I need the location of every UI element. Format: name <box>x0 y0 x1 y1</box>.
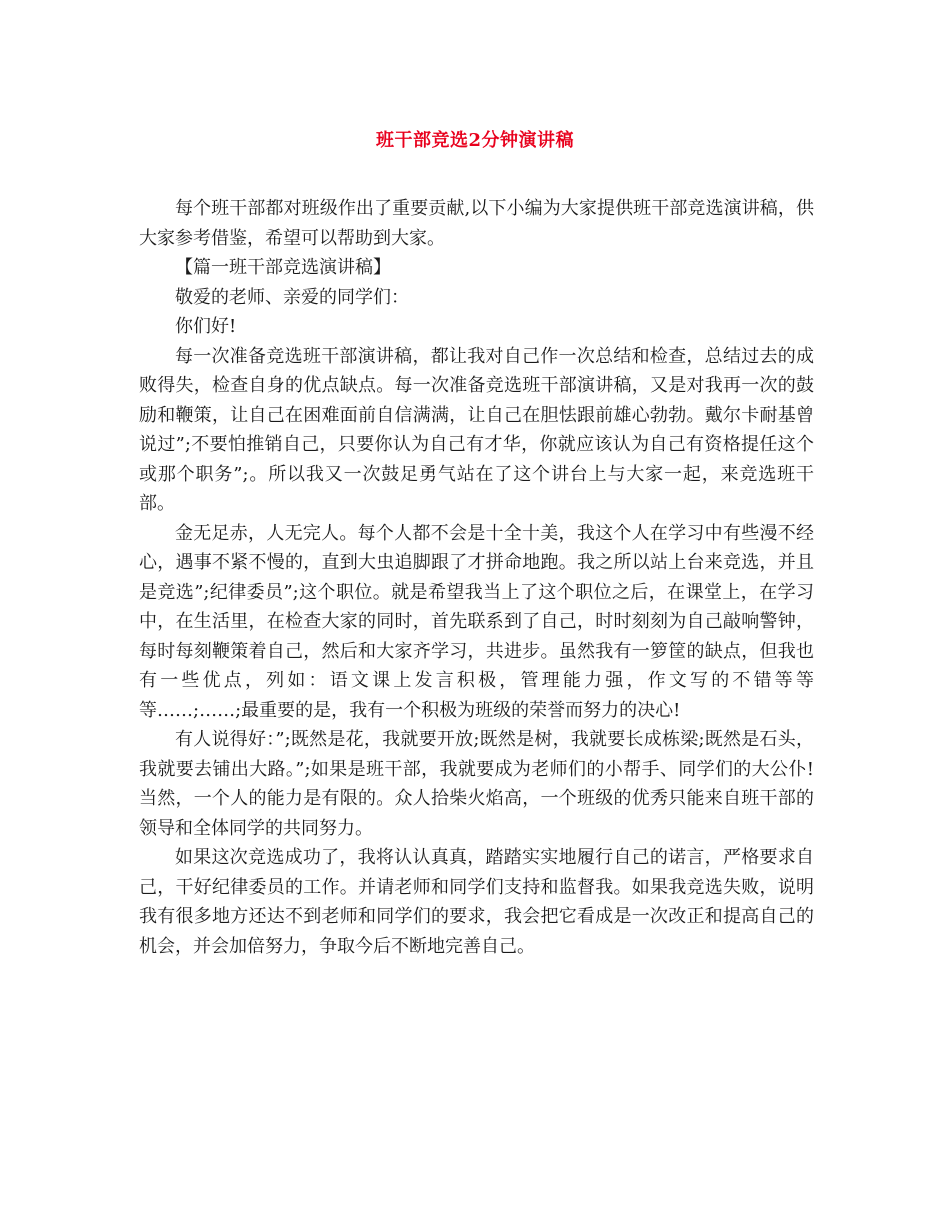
paragraph-2: 金无足赤，人无完人。每个人都不会是十全十美，我这个人在学习中有些漫不经心，遇事不紧不慢的，直到大虫追脚跟了才拼命地跑。我之所以站上台来竞选，并且是竞选”;纪律委员”;这个职位。就是希望我当上了这个职位之后，在课堂上，在学习中，在生活里，在检查大家的同时，首先联系到了自己，时时刻刻为自己敲响警钟，每时每刻鞭策着自己，然后和大家齐学习，共进步。虽然我有一箩筐的缺点，但我也有一些优点，列如：语文课上发言积极，管理能力强，作文写的不错等等等……;……;最重要的是，我有一个积极为班级的荣誉而努力的决心! <box>139 522 814 721</box>
paragraph-1: 每一次准备竞选班干部演讲稿，都让我对自己作一次总结和检查，总结过去的成败得失，检查自身的优点缺点。每一次准备竞选班干部演讲稿，又是对我再一次的鼓励和鞭策，让自己在困难面前自信满满，让自己在胆怯跟前雄心勃勃。戴尔卡耐基曾说过”;不要怕推销自己，只要你认为自己有才华，你就应该认为自己有资格提任这个或那个职务”;。所以我又一次鼓足勇气站在了这个讲台上与大家一起，来竞选班干部。 <box>139 345 814 514</box>
paragraph-intro: 每个班干部都对班级作出了重要贡献,以下小编为大家提供班干部竞选演讲稿，供大家参考借鉴，希望可以帮助到大家。 <box>139 198 814 249</box>
paragraph-4: 如果这次竞选成功了，我将认认真真，踏踏实实地履行自己的诺言，严格要求自己，干好纪律委员的工作。并请老师和同学们支持和监督我。如果我竞选失败，说明我有很多地方还达不到老师和同学们的要求，我会把它看成是一次改正和提高自己的机会，并会加倍努力，争取今后不断地完善自己。 <box>139 847 814 957</box>
document-body <box>139 194 814 961</box>
document-title: 班干部竞选2分钟演讲稿 <box>375 130 575 151</box>
section-heading: 【篇一班干部竞选演讲稿】 <box>175 257 391 278</box>
salutation: 敬爱的老师、亲爱的同学们： <box>175 286 409 308</box>
greeting: 你们好! <box>175 316 237 337</box>
paragraph-3: 有人说得好：”;既然是花，我就要开放;既然是树，我就要长成栋梁;既然是石头，我就要去铺出大路。”;如果是班干部，我就要成为老师们的小帮手、同学们的大公仆!当然，一个人的能力是有限的。众人拾柴火焰高，一个班级的优秀只能来自班干部的领导和全体同学的共同努力。 <box>139 729 814 839</box>
